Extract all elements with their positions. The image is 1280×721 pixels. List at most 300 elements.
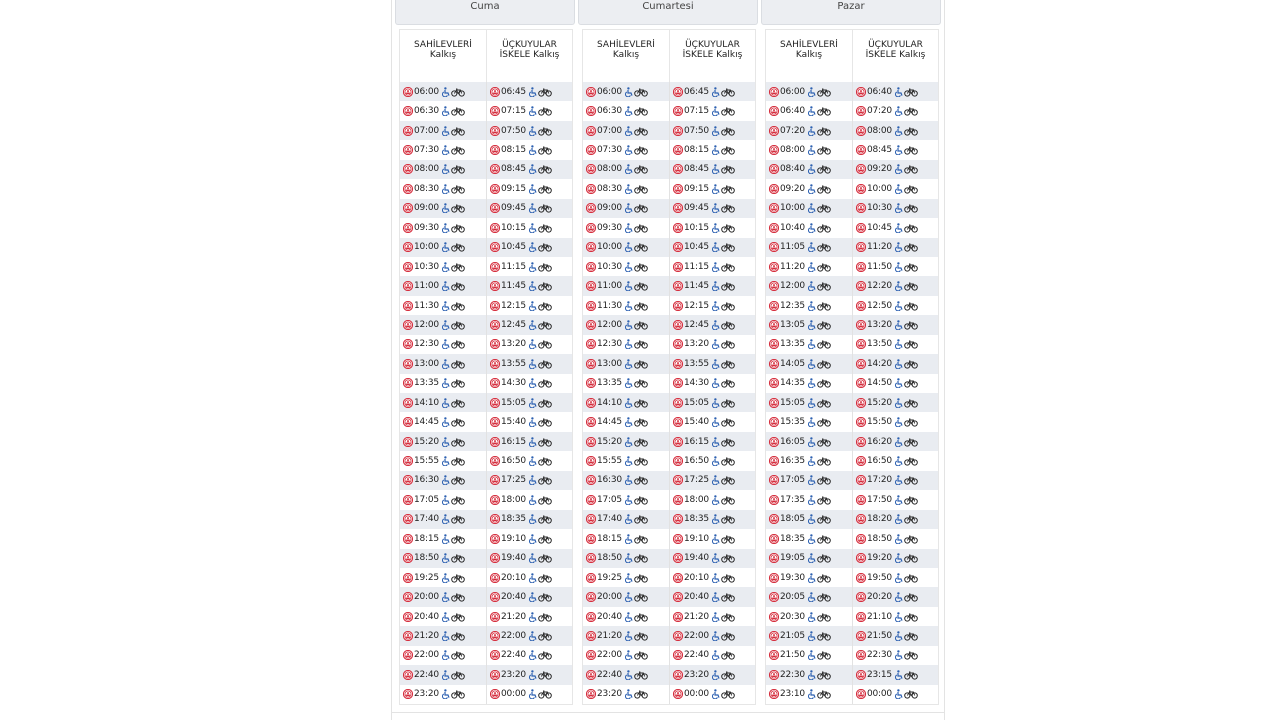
bicycle-icon: [634, 126, 648, 136]
ferry-badge-icon: [769, 670, 779, 680]
departure-time: 09:00: [597, 203, 622, 214]
departure-time: 12:45: [684, 319, 709, 330]
wheelchair-icon: [529, 242, 537, 252]
ferry-badge-icon: [769, 495, 779, 505]
departure-sahilevleri: [400, 296, 486, 315]
wheelchair-icon: [712, 514, 720, 524]
departure-sahilevleri: [400, 665, 486, 684]
wheelchair-icon: [442, 301, 450, 311]
bicycle-icon: [817, 320, 831, 330]
departure-uckuyular: [486, 471, 572, 490]
departure-sahilevleri: [400, 140, 486, 159]
wheelchair-icon: [529, 203, 537, 213]
bicycle-icon: [538, 87, 552, 97]
ferry-badge-icon: [403, 553, 413, 563]
bicycle-icon: [538, 398, 552, 408]
departure-time: 10:40: [780, 222, 805, 233]
wheelchair-icon: [625, 106, 633, 116]
bicycle-icon: [634, 106, 648, 116]
table-row: [766, 529, 938, 548]
departure-time: 10:00: [597, 242, 622, 253]
departure-sahilevleri: [766, 121, 852, 140]
timetable: [399, 29, 573, 705]
wheelchair-icon: [529, 223, 537, 233]
departure-sahilevleri: [766, 238, 852, 257]
departure-uckuyular: [852, 510, 938, 529]
departure-uckuyular: [486, 587, 572, 606]
bicycle-icon: [817, 612, 831, 622]
departure-uckuyular: [486, 490, 572, 509]
table-row: [583, 587, 755, 606]
ferry-badge-icon: [490, 320, 500, 330]
timetable-rows: [400, 82, 572, 704]
ferry-badge-icon: [856, 145, 866, 155]
ferry-badge-icon: [856, 437, 866, 447]
departure-uckuyular: [486, 335, 572, 354]
ferry-badge-icon: [490, 398, 500, 408]
departure-sahilevleri: [766, 685, 852, 704]
departure-sahilevleri: [400, 160, 486, 179]
departure-uckuyular: [669, 646, 755, 665]
ferry-badge-icon: [490, 203, 500, 213]
wheelchair-icon: [712, 573, 720, 583]
departure-uckuyular: [669, 335, 755, 354]
departure-time: 15:20: [414, 436, 439, 447]
table-row: [400, 296, 572, 315]
column-headers: [766, 30, 938, 82]
wheelchair-icon: [808, 689, 816, 699]
ferry-badge-icon: [856, 281, 866, 291]
departure-sahilevleri: [400, 432, 486, 451]
bicycle-icon: [538, 262, 552, 272]
ferry-badge-icon: [490, 106, 500, 116]
wheelchair-icon: [529, 281, 537, 291]
departure-time: 07:15: [684, 106, 709, 117]
wheelchair-icon: [808, 573, 816, 583]
table-row: [400, 626, 572, 645]
departure-time: 19:25: [414, 572, 439, 583]
departure-sahilevleri: [766, 218, 852, 237]
departure-time: 21:20: [501, 611, 526, 622]
table-row: [583, 140, 755, 159]
departure-uckuyular: [852, 354, 938, 373]
departure-sahilevleri: [583, 685, 669, 704]
departure-sahilevleri: [400, 276, 486, 295]
bicycle-icon: [634, 534, 648, 544]
departure-time: 00:00: [867, 689, 892, 700]
wheelchair-icon: [442, 612, 450, 622]
departure-time: 18:35: [780, 533, 805, 544]
departure-uckuyular: [486, 218, 572, 237]
wheelchair-icon: [808, 262, 816, 272]
departure-uckuyular: [669, 471, 755, 490]
departure-sahilevleri: [766, 490, 852, 509]
wheelchair-icon: [442, 495, 450, 505]
departure-time: 17:50: [867, 494, 892, 505]
bicycle-icon: [451, 398, 465, 408]
wheelchair-icon: [712, 223, 720, 233]
bicycle-icon: [538, 145, 552, 155]
ferry-badge-icon: [673, 87, 683, 97]
ferry-badge-icon: [586, 456, 596, 466]
departure-uckuyular: [852, 121, 938, 140]
ferry-badge-icon: [673, 106, 683, 116]
bicycle-icon: [634, 184, 648, 194]
departure-sahilevleri: [583, 490, 669, 509]
timetable-rows: [766, 82, 938, 704]
ferry-badge-icon: [586, 495, 596, 505]
table-row: [400, 510, 572, 529]
day-column-pazar: [761, 0, 941, 700]
departure-uckuyular: [669, 121, 755, 140]
departure-uckuyular: [486, 140, 572, 159]
ferry-badge-icon: [673, 320, 683, 330]
departure-time: 14:30: [501, 378, 526, 389]
bicycle-icon: [634, 592, 648, 602]
bicycle-icon: [634, 553, 648, 563]
departure-sahilevleri: [766, 276, 852, 295]
departure-uckuyular: [486, 238, 572, 257]
departure-sahilevleri: [400, 685, 486, 704]
bicycle-icon: [538, 339, 552, 349]
ferry-badge-icon: [490, 514, 500, 524]
bicycle-icon: [451, 650, 465, 660]
departure-sahilevleri: [766, 257, 852, 276]
ferry-badge-icon: [403, 592, 413, 602]
departure-uckuyular: [669, 374, 755, 393]
departure-time: 14:20: [867, 358, 892, 369]
departure-sahilevleri: [400, 374, 486, 393]
departure-uckuyular: [669, 587, 755, 606]
bicycle-icon: [721, 495, 735, 505]
departure-sahilevleri: [766, 412, 852, 431]
wheelchair-icon: [442, 514, 450, 524]
departure-sahilevleri: [583, 549, 669, 568]
table-row: [400, 315, 572, 334]
wheelchair-icon: [808, 398, 816, 408]
departure-sahilevleri: [583, 199, 669, 218]
wheelchair-icon: [712, 456, 720, 466]
ferry-badge-icon: [673, 145, 683, 155]
wheelchair-icon: [808, 437, 816, 447]
table-row: [583, 199, 755, 218]
departure-time: 19:10: [501, 533, 526, 544]
bicycle-icon: [538, 670, 552, 680]
ferry-badge-icon: [673, 242, 683, 252]
departure-uckuyular: [852, 471, 938, 490]
departure-uckuyular: [852, 529, 938, 548]
bicycle-icon: [721, 689, 735, 699]
ferry-badge-icon: [673, 631, 683, 641]
table-row: [583, 82, 755, 101]
wheelchair-icon: [625, 456, 633, 466]
wheelchair-icon: [895, 301, 903, 311]
bicycle-icon: [721, 339, 735, 349]
departure-time: 09:30: [597, 222, 622, 233]
departure-time: 15:40: [684, 417, 709, 428]
bicycle-icon: [538, 631, 552, 641]
departure-sahilevleri: [400, 529, 486, 548]
departure-time: 06:30: [597, 106, 622, 117]
departure-sahilevleri: [766, 607, 852, 626]
departure-sahilevleri: [766, 140, 852, 159]
table-row: [583, 160, 755, 179]
departure-sahilevleri: [400, 121, 486, 140]
departure-uckuyular: [669, 451, 755, 470]
ferry-badge-icon: [490, 164, 500, 174]
wheelchair-icon: [529, 417, 537, 427]
departure-uckuyular: [669, 238, 755, 257]
departure-time: 00:00: [501, 689, 526, 700]
departure-uckuyular: [852, 568, 938, 587]
wheelchair-icon: [895, 184, 903, 194]
departure-time: 06:30: [414, 106, 439, 117]
departure-uckuyular: [669, 490, 755, 509]
wheelchair-icon: [625, 534, 633, 544]
table-row: [766, 315, 938, 334]
table-row: [766, 490, 938, 509]
column-header-uckuyular: ÜÇKUYULAR İSKELE Kalkış: [486, 30, 572, 82]
bicycle-icon: [817, 262, 831, 272]
departure-time: 00:00: [684, 689, 709, 700]
wheelchair-icon: [529, 301, 537, 311]
departure-uckuyular: [486, 257, 572, 276]
bicycle-icon: [817, 592, 831, 602]
bicycle-icon: [721, 320, 735, 330]
ferry-badge-icon: [586, 417, 596, 427]
table-row: [583, 646, 755, 665]
departure-time: 10:45: [867, 222, 892, 233]
ferry-badge-icon: [403, 106, 413, 116]
departure-uckuyular: [669, 393, 755, 412]
wheelchair-icon: [808, 184, 816, 194]
ferry-badge-icon: [403, 534, 413, 544]
table-row: [400, 568, 572, 587]
departure-uckuyular: [852, 160, 938, 179]
wheelchair-icon: [712, 592, 720, 602]
departure-sahilevleri: [583, 335, 669, 354]
ferry-badge-icon: [490, 689, 500, 699]
departure-uckuyular: [852, 549, 938, 568]
wheelchair-icon: [442, 437, 450, 447]
table-row: [583, 510, 755, 529]
ferry-badge-icon: [856, 689, 866, 699]
wheelchair-icon: [895, 495, 903, 505]
ferry-badge-icon: [403, 164, 413, 174]
ferry-badge-icon: [856, 106, 866, 116]
table-row: [583, 471, 755, 490]
departure-time: 08:30: [414, 183, 439, 194]
departure-time: 11:05: [780, 242, 805, 253]
table-row: [400, 160, 572, 179]
bicycle-icon: [904, 359, 918, 369]
departure-sahilevleri: [583, 432, 669, 451]
bicycle-icon: [904, 398, 918, 408]
departure-time: 12:00: [414, 319, 439, 330]
column-headers: [583, 30, 755, 82]
wheelchair-icon: [625, 320, 633, 330]
table-row: [400, 490, 572, 509]
timetable: [765, 29, 939, 705]
departure-time: 14:45: [414, 417, 439, 428]
ferry-badge-icon: [769, 301, 779, 311]
departure-uckuyular: [852, 432, 938, 451]
departure-time: 18:15: [414, 533, 439, 544]
bicycle-icon: [904, 650, 918, 660]
ferry-badge-icon: [673, 437, 683, 447]
ferry-badge-icon: [856, 495, 866, 505]
ferry-badge-icon: [403, 650, 413, 660]
wheelchair-icon: [442, 456, 450, 466]
departure-time: 12:30: [597, 339, 622, 350]
table-row: [583, 549, 755, 568]
departure-time: 18:35: [684, 514, 709, 525]
wheelchair-icon: [895, 573, 903, 583]
departure-time: 08:30: [597, 183, 622, 194]
ferry-badge-icon: [403, 126, 413, 136]
departure-time: 18:00: [684, 494, 709, 505]
departure-sahilevleri: [766, 471, 852, 490]
wheelchair-icon: [529, 145, 537, 155]
bicycle-icon: [634, 262, 648, 272]
departure-time: 06:45: [684, 86, 709, 97]
ferry-badge-icon: [769, 398, 779, 408]
schedule-wrapper: [391, 0, 945, 720]
wheelchair-icon: [808, 553, 816, 563]
ferry-badge-icon: [586, 359, 596, 369]
ferry-badge-icon: [403, 203, 413, 213]
wheelchair-icon: [712, 164, 720, 174]
wheelchair-icon: [625, 650, 633, 660]
wheelchair-icon: [529, 689, 537, 699]
ferry-badge-icon: [856, 378, 866, 388]
departure-sahilevleri: [766, 82, 852, 101]
table-row: [583, 451, 755, 470]
departure-time: 20:10: [684, 572, 709, 583]
departure-sahilevleri: [766, 315, 852, 334]
table-row: [766, 685, 938, 704]
departure-sahilevleri: [400, 179, 486, 198]
ferry-badge-icon: [673, 281, 683, 291]
wheelchair-icon: [808, 145, 816, 155]
wheelchair-icon: [529, 650, 537, 660]
table-row: [766, 471, 938, 490]
ferry-badge-icon: [490, 553, 500, 563]
bicycle-icon: [451, 359, 465, 369]
departure-uckuyular: [852, 646, 938, 665]
departure-time: 13:20: [684, 339, 709, 350]
wheelchair-icon: [895, 164, 903, 174]
ferry-badge-icon: [490, 126, 500, 136]
ferry-badge-icon: [856, 87, 866, 97]
table-row: [766, 626, 938, 645]
departure-sahilevleri: [583, 374, 669, 393]
departure-time: 17:05: [414, 494, 439, 505]
table-row: [400, 432, 572, 451]
wheelchair-icon: [808, 126, 816, 136]
table-row: [766, 393, 938, 412]
wheelchair-icon: [625, 612, 633, 622]
departure-time: 08:45: [867, 145, 892, 156]
table-row: [583, 218, 755, 237]
bicycle-icon: [721, 670, 735, 680]
ferry-badge-icon: [769, 281, 779, 291]
wheelchair-icon: [712, 203, 720, 213]
departure-time: 09:45: [501, 203, 526, 214]
wheelchair-icon: [808, 359, 816, 369]
departure-sahilevleri: [766, 335, 852, 354]
departure-sahilevleri: [583, 451, 669, 470]
departure-uckuyular: [852, 587, 938, 606]
bicycle-icon: [451, 689, 465, 699]
departure-time: 14:10: [414, 397, 439, 408]
wheelchair-icon: [712, 320, 720, 330]
wheelchair-icon: [808, 301, 816, 311]
ferry-badge-icon: [586, 126, 596, 136]
departure-sahilevleri: [400, 315, 486, 334]
table-row: [583, 568, 755, 587]
table-row: [766, 199, 938, 218]
ferry-badge-icon: [769, 339, 779, 349]
wheelchair-icon: [442, 320, 450, 330]
bicycle-icon: [538, 164, 552, 174]
bicycle-icon: [721, 223, 735, 233]
departure-time: 06:00: [597, 86, 622, 97]
wheelchair-icon: [529, 670, 537, 680]
bicycle-icon: [817, 339, 831, 349]
wheelchair-icon: [895, 612, 903, 622]
ferry-badge-icon: [403, 631, 413, 641]
bicycle-icon: [451, 475, 465, 485]
departure-sahilevleri: [583, 646, 669, 665]
ferry-badge-icon: [673, 203, 683, 213]
wheelchair-icon: [625, 203, 633, 213]
wheelchair-icon: [625, 126, 633, 136]
bicycle-icon: [904, 223, 918, 233]
departure-time: 07:00: [414, 125, 439, 136]
ferry-badge-icon: [769, 145, 779, 155]
departure-time: 09:30: [414, 222, 439, 233]
departure-sahilevleri: [766, 101, 852, 120]
table-row: [766, 451, 938, 470]
table-row: [583, 529, 755, 548]
ferry-badge-icon: [490, 417, 500, 427]
bicycle-icon: [538, 553, 552, 563]
ferry-badge-icon: [856, 242, 866, 252]
wheelchair-icon: [895, 106, 903, 116]
ferry-badge-icon: [769, 320, 779, 330]
wheelchair-icon: [442, 359, 450, 369]
departure-uckuyular: [486, 393, 572, 412]
ferry-badge-icon: [403, 437, 413, 447]
departure-uckuyular: [486, 529, 572, 548]
table-row: [400, 199, 572, 218]
ferry-badge-icon: [586, 242, 596, 252]
table-row: [766, 82, 938, 101]
departure-sahilevleri: [766, 374, 852, 393]
wheelchair-icon: [625, 145, 633, 155]
departure-sahilevleri: [583, 218, 669, 237]
departure-time: 21:20: [414, 630, 439, 641]
departure-time: 12:15: [684, 300, 709, 311]
bicycle-icon: [721, 650, 735, 660]
departure-uckuyular: [486, 568, 572, 587]
departure-uckuyular: [486, 276, 572, 295]
bicycle-icon: [904, 475, 918, 485]
departure-time: 12:30: [414, 339, 439, 350]
wheelchair-icon: [529, 495, 537, 505]
bicycle-icon: [634, 398, 648, 408]
